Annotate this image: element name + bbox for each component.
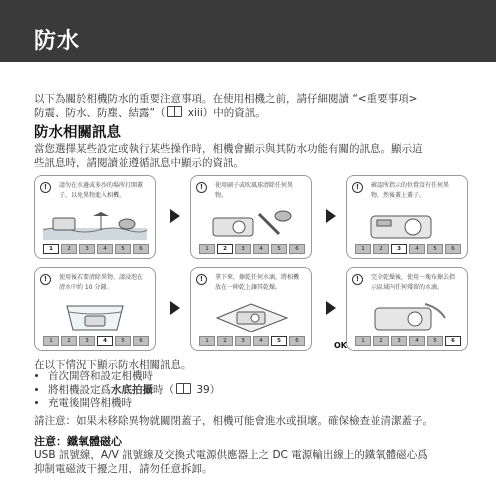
list-item-post: 時（ bbox=[153, 384, 174, 396]
drying-camera-illustration bbox=[199, 298, 303, 332]
page-reference[interactable]: 39 bbox=[196, 384, 210, 396]
message-screens bbox=[34, 175, 474, 355]
page-indicator bbox=[199, 244, 305, 253]
intro-paragraph bbox=[34, 92, 468, 120]
next-arrow-icon bbox=[326, 209, 336, 223]
warning-icon: ! bbox=[352, 274, 363, 285]
page-2: 2 bbox=[61, 244, 77, 254]
screen-message: 確認所指示的位置沒有任何異物，然後蓋上蓋子。 bbox=[371, 182, 450, 199]
page-3: 3 bbox=[235, 336, 251, 346]
page-6: 6 bbox=[289, 244, 305, 254]
ok-button-label: OK bbox=[334, 341, 347, 350]
page-6: 6 bbox=[133, 336, 149, 346]
page-5: 5 bbox=[271, 336, 287, 346]
section-desc-line-2: 些訊息時，請閱讀並遵循訊息中顯示的資訊。 bbox=[34, 157, 244, 169]
intro-text-a: 防震、防水、防塵、結露”（ bbox=[34, 107, 166, 119]
next-arrow-icon bbox=[326, 301, 336, 315]
list-item-end: ） bbox=[209, 384, 221, 396]
brush-cleaning-illustration bbox=[199, 206, 303, 240]
next-arrow-icon bbox=[170, 209, 180, 223]
page-1: 1 bbox=[43, 336, 59, 346]
page-4: 4 bbox=[409, 244, 425, 254]
page-4: 4 bbox=[409, 336, 425, 346]
note-line-2: 抑制電磁波干擾之用，請勿任意拆卸。 bbox=[34, 463, 213, 475]
page-1: 1 bbox=[355, 244, 371, 254]
warning-icon: ! bbox=[40, 182, 51, 193]
note-body bbox=[34, 448, 468, 476]
page-title: 防水 bbox=[34, 29, 81, 54]
page-6: 6 bbox=[289, 336, 305, 346]
note-title: 注意：鐵氧體磁心 bbox=[34, 435, 122, 448]
intro-text-b: ）中的資訊。 bbox=[202, 107, 266, 119]
page-3: 3 bbox=[79, 244, 95, 254]
list-item bbox=[48, 383, 220, 397]
page-4: 4 bbox=[253, 244, 269, 254]
page-3: 3 bbox=[79, 336, 95, 346]
page-2: 2 bbox=[217, 244, 233, 254]
page-5: 5 bbox=[427, 336, 443, 346]
page-5: 5 bbox=[115, 336, 131, 346]
page-indicator bbox=[355, 244, 461, 253]
page-2: 2 bbox=[373, 244, 389, 254]
screen-message: 請勿在水邊或多沙的場所打開蓋子，以免異物進入相機。 bbox=[59, 182, 144, 199]
list-item: • 首次開啓和設定相機時 bbox=[48, 370, 220, 383]
page-1: 1 bbox=[199, 336, 215, 346]
list-item-pre: 將相機設定爲 bbox=[48, 384, 111, 396]
warning-icon: ! bbox=[196, 274, 207, 285]
page-6: 6 bbox=[445, 244, 461, 254]
warning-icon: ! bbox=[40, 274, 51, 285]
screen-message: 拿下來，擦乾任何水滴，將相機放在一陣乾上讓其乾燥。 bbox=[215, 274, 300, 291]
warning-line: 請注意：如果未移除異物就關閉蓋子，相機可能會進水或損壞。確保檢查並清潔蓋子。 bbox=[34, 415, 433, 427]
page-indicator bbox=[355, 336, 461, 345]
page-3: 3 bbox=[235, 244, 251, 254]
page-1: 1 bbox=[355, 336, 371, 346]
page-5: 5 bbox=[115, 244, 131, 254]
conditions-list bbox=[34, 370, 220, 410]
page-header bbox=[0, 0, 496, 62]
screen-message: 使用刷子或吹風球清除任何異物。 bbox=[215, 182, 294, 199]
book-reference-icon bbox=[176, 383, 191, 394]
underwater-mode-label: 水底拍攝 bbox=[111, 384, 153, 396]
page-reference[interactable]: xiii bbox=[187, 107, 203, 119]
page-4: 4 bbox=[253, 336, 269, 346]
message-screen-5 bbox=[190, 267, 312, 351]
camera-cover-illustration bbox=[355, 206, 459, 240]
warning-icon: ! bbox=[352, 182, 363, 193]
list-item: • 充電後開啓相機時 bbox=[48, 397, 220, 410]
page-5: 5 bbox=[271, 244, 287, 254]
water-bowl-illustration bbox=[43, 298, 147, 332]
message-screen-1 bbox=[34, 175, 156, 259]
page-4: 4 bbox=[97, 244, 113, 254]
intro-line-2 bbox=[34, 106, 468, 120]
page-indicator bbox=[43, 244, 149, 253]
section-desc-line-1: 當您選擇某些設定或執行某些操作時，相機會顯示與其防水功能有關的訊息。顯示這 bbox=[34, 143, 423, 155]
message-screen-3 bbox=[346, 175, 468, 259]
screen-message: 使用後若要清除異物，請浸泡在清水中約 10 分鐘。 bbox=[59, 274, 144, 291]
message-screen-2 bbox=[190, 175, 312, 259]
page-5: 5 bbox=[427, 244, 443, 254]
warning-icon: ! bbox=[196, 182, 207, 193]
conditions-lead: 在以下情況下顯示防水相關訊息。 bbox=[34, 359, 192, 371]
beach-illustration bbox=[43, 206, 147, 240]
book-reference-icon bbox=[167, 106, 182, 117]
page-6: 6 bbox=[445, 336, 461, 346]
page-2: 2 bbox=[61, 336, 77, 346]
message-screen-6 bbox=[346, 267, 468, 351]
section-description bbox=[34, 142, 468, 170]
screen-message: 完全乾燥後，使用一塊布擦去指示區域內任何殘留的水滴。 bbox=[371, 274, 456, 291]
page-1: 1 bbox=[199, 244, 215, 254]
page-4: 4 bbox=[97, 336, 113, 346]
message-screen-4 bbox=[34, 267, 156, 351]
page-2: 2 bbox=[217, 336, 233, 346]
wipe-camera-illustration bbox=[355, 298, 459, 332]
page-3: 3 bbox=[391, 244, 407, 254]
page-6: 6 bbox=[133, 244, 149, 254]
intro-line-1: 以下為關於相機防水的重要注意事項。在使用相機之前，請仔細閱讀 “<重要事項> bbox=[34, 93, 418, 105]
page-3: 3 bbox=[391, 336, 407, 346]
section-title: 防水相關訊息 bbox=[34, 125, 121, 141]
note-line-1: USB 訊號線，A/V 訊號線及交換式電源供應器上之 DC 電源輸出線上的鐵氧體磁心爲 bbox=[34, 449, 428, 461]
page-indicator bbox=[43, 336, 149, 345]
page-2: 2 bbox=[373, 336, 389, 346]
page-indicator bbox=[199, 336, 305, 345]
page-1: 1 bbox=[43, 244, 59, 254]
next-arrow-icon bbox=[170, 301, 180, 315]
